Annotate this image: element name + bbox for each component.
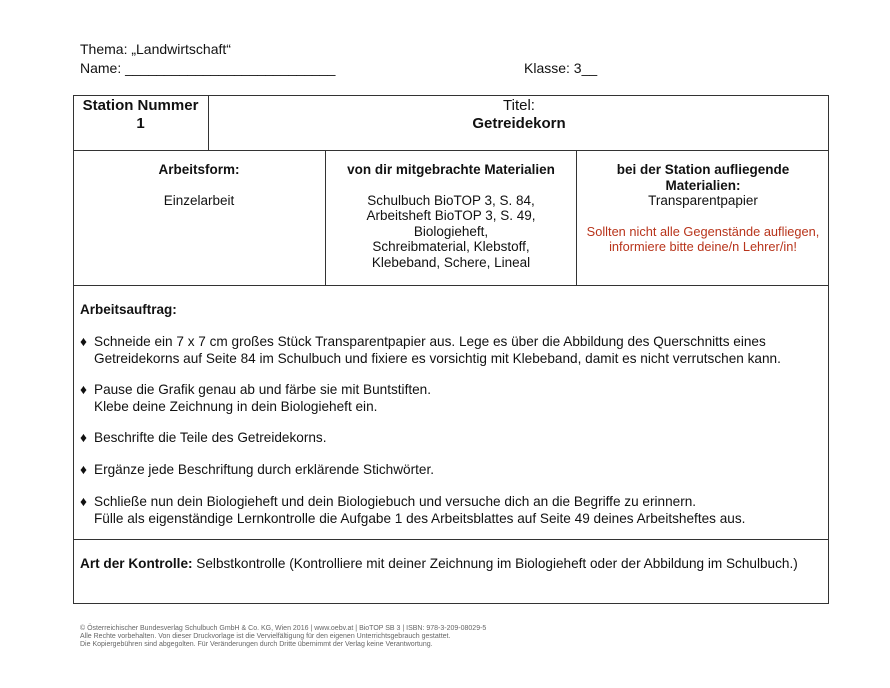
arbeitsauftrag-heading: Arbeitsauftrag: <box>80 302 177 317</box>
aufliegend-heading: Materialien: <box>665 177 741 193</box>
task-text: Getreidekorns auf Seite 84 im Schulbuch und fixiere es vorsichtig mit Klebeband, damit es nicht verrutschen kann. <box>94 351 781 366</box>
list-item <box>80 493 810 527</box>
aufliegend-cell <box>577 162 829 254</box>
station-value: 1 <box>136 115 145 132</box>
divider <box>73 285 829 286</box>
aufliegend-value: Transparentpapier <box>648 193 758 208</box>
bullet-icon: ♦ <box>80 334 87 349</box>
mitgebracht-cell <box>326 162 576 270</box>
station-label: Station Nummer <box>82 97 199 114</box>
aufliegend-note <box>577 224 829 254</box>
arbeitsform-cell <box>73 162 325 209</box>
kontrolle-text: Selbstkontrolle (Kontrolliere mit deiner Zeichnung im Biologieheft oder der Abbildung im Schulbuch.) <box>192 556 798 571</box>
task-text: Schließe nun dein Biologieheft und dein Biologiebuch und versuche dich an die Begriffe zu erinnern. <box>94 494 697 509</box>
list-item: Klebeband, Schere, Lineal <box>371 254 531 270</box>
list-item <box>80 429 810 446</box>
arbeitsform-value: Einzelarbeit <box>163 193 235 208</box>
divider <box>73 150 829 151</box>
footer-line: Die Kopiergebühren sind abgegolten. Für Veränderungen durch Dritte übernimmt der Verlag keine Verantwortung. <box>80 641 433 648</box>
divider <box>73 539 829 540</box>
task-text: Pause die Grafik genau ab und färbe sie mit Buntstiften. <box>94 382 432 397</box>
task-text: Klebe deine Zeichnung in dein Biologieheft ein. <box>94 399 378 414</box>
list-item: Biologieheft, <box>413 223 489 239</box>
klasse-line: Klasse: 3__ <box>524 60 598 76</box>
mitgebracht-list <box>326 193 576 271</box>
bullet-icon: ♦ <box>80 382 87 397</box>
station-number <box>73 97 208 133</box>
titel-label: Titel: <box>503 97 535 114</box>
note-line: informiere bitte deine/n Lehrer/in! <box>609 238 797 254</box>
kontrolle-label: Art der Kontrolle: <box>80 556 193 571</box>
bullet-icon: ♦ <box>80 462 87 477</box>
list-item <box>80 333 810 367</box>
task-text: Fülle als eigenständige Lernkontrolle die Aufgabe 1 des Arbeitsblattes auf Seite 49 deines Arbeitsheftes aus. <box>94 511 746 526</box>
list-item: Schreibmaterial, Klebstoff, <box>372 239 530 254</box>
title-cell <box>209 97 829 133</box>
kontrolle-line <box>80 556 798 571</box>
aufliegend-heading: bei der Station aufliegende <box>616 162 790 177</box>
list-item: Arbeitsheft BioTOP 3, S. 49, <box>366 208 536 223</box>
titel-value: Getreidekorn <box>472 115 566 132</box>
footer-line: © Österreichischer Bundesverlag Schulbuch GmbH & Co. KG, Wien 2016 | www.oebv.at | BioTOP SB 3 | ISBN: 978-3-209-08029-5 <box>80 625 487 632</box>
mitgebracht-heading: von dir mitgebrachte Materialien <box>347 162 555 177</box>
name-line: Name: ___________________________ <box>80 60 336 76</box>
bullet-icon: ♦ <box>80 430 87 445</box>
footer-line: Alle Rechte vorbehalten. Von dieser Druckvorlage ist die Vervielfältigung für den eigenen Unterrichtsgebrauch gestattet. <box>80 633 451 640</box>
list-item: Schulbuch BioTOP 3, S. 84, <box>367 192 535 208</box>
task-text: Schneide ein 7 x 7 cm großes Stück Transparentpapier aus. Lege es über die Abbildung des Querschnitts eines <box>94 334 766 349</box>
list-item <box>80 461 810 478</box>
arbeitsform-heading: Arbeitsform: <box>158 162 240 177</box>
footer <box>80 625 486 649</box>
bullet-icon: ♦ <box>80 494 87 509</box>
task-text: Ergänze jede Beschriftung durch erklärende Stichwörter. <box>94 462 435 477</box>
thema-line: Thema: „Landwirtschaft“ <box>80 41 231 57</box>
list-item <box>80 381 810 415</box>
note-line: Sollten nicht alle Gegenstände aufliegen, <box>586 223 820 239</box>
task-text: Beschrifte die Teile des Getreidekorns. <box>94 430 327 445</box>
